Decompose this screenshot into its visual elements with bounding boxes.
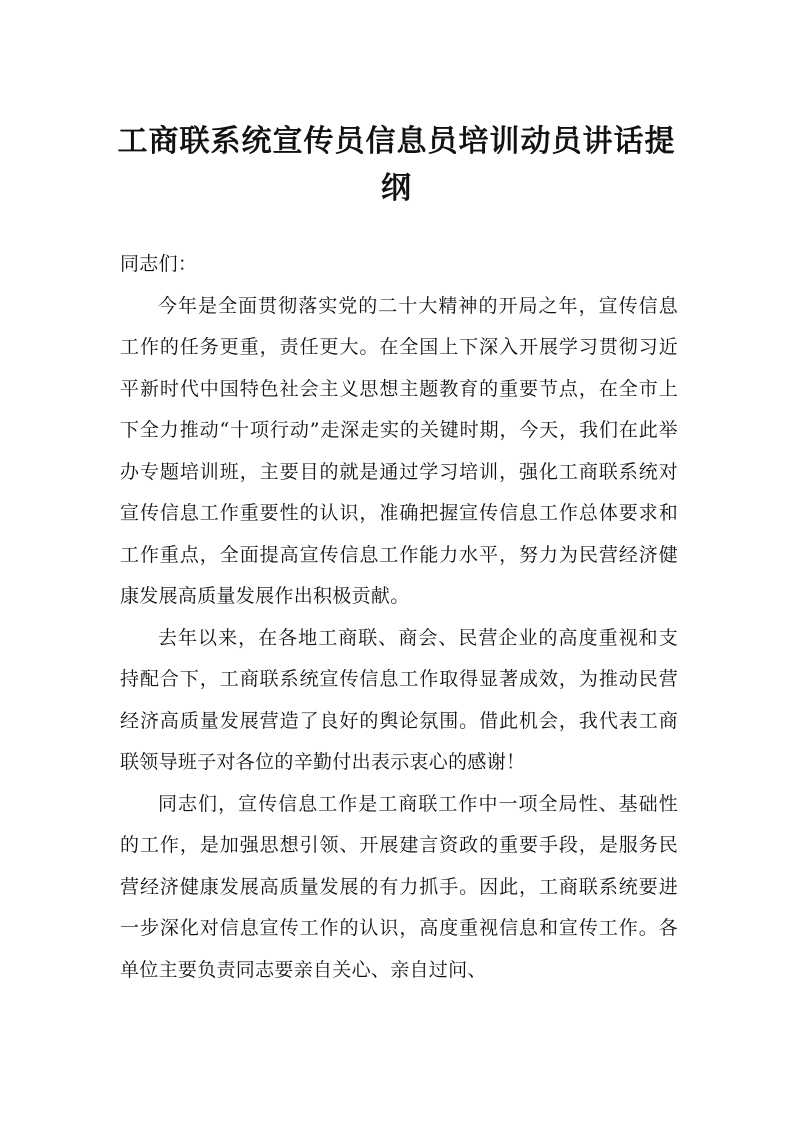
paragraph-3: 同志们，宣传信息工作是工商联工作中一项全局性、基础性的工作，是加强思想引领、开展建言资政的重要手段，是服务民营经济健康发展高质量发展的有力抓手。因此，工商联系统要进一步深化对信息宣传工作的认识，高度重视信息和宣传工作。各单位主要负责同志要亲自关心、亲自过问、 <box>120 792 678 981</box>
document-title: 工商联系统宣传员信息员培训动员讲话提纲 <box>117 124 676 206</box>
document-body <box>120 244 678 991</box>
paragraph-2: 去年以来，在各地工商联、商会、民营企业的高度重视和支持配合下，工商联系统宣传信息工作取得显著成效，为推动民营经济高质量发展营造了良好的舆论氛围。借此机会，我代表工商联领导班子对各位的辛勤付出表示衷心的感谢！ <box>120 626 678 773</box>
salutation: 同志们： <box>120 253 198 275</box>
paragraph-1: 今年是全面贯彻落实党的二十大精神的开局之年，宣传信息工作的任务更重，责任更大。在全国上下深入开展学习贯彻习近平新时代中国特色社会主义思想主题教育的重要节点，在全市上下全力推动“十项行动”走深走实的关键时期，今天，我们在此举办专题培训班，主要目的就是通过学习培训，强化工商联系统对宣传信息工作重要性的认识，准确把握宣传信息工作总体要求和工作重点，全面提高宣传信息工作能力水平，努力为民营经济健康发展高质量发展作出积极贡献。 <box>120 294 678 607</box>
